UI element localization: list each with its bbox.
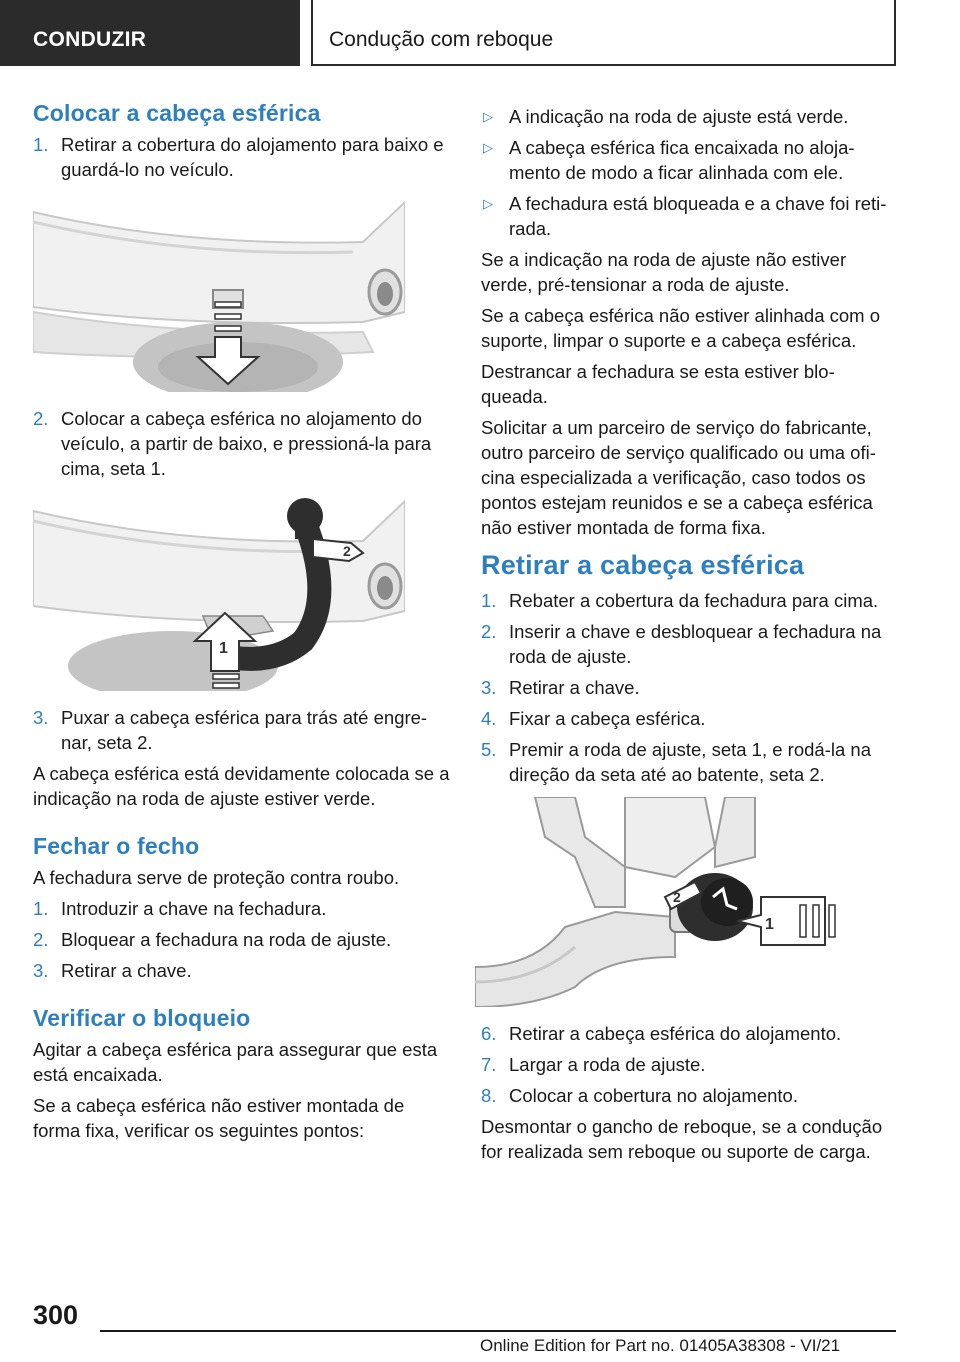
arrow-label-1: 1 bbox=[219, 640, 228, 657]
step-item bbox=[481, 1052, 901, 1077]
illustration-adjusting-wheel bbox=[475, 797, 847, 1007]
bullet-item bbox=[481, 191, 901, 241]
illustration-rear-bumper bbox=[33, 192, 405, 392]
paragraph: Se a cabeça esférica não estiver alinhada com o suporte, limpar o suporte e a cabeça esférica. bbox=[481, 305, 881, 351]
paragraph: Destrancar a fechadura se esta estiver blo-queada. bbox=[481, 361, 835, 407]
bullet-text: A indicação na roda de ajuste está verde. bbox=[509, 106, 849, 127]
heading-remove-ball: Retirar a cabeça esférica bbox=[481, 550, 805, 580]
chapter-title: Condução com reboque bbox=[311, 0, 896, 66]
paragraph: Se a indicação na roda de ajuste não estiver verde, pré-tensionar a roda de ajuste. bbox=[481, 249, 847, 295]
left-column bbox=[33, 98, 451, 1149]
step-text: Colocar a cobertura no alojamento. bbox=[509, 1085, 798, 1106]
triangle-bullet-icon: ▷ bbox=[483, 196, 493, 211]
figure-insert-ball bbox=[33, 491, 405, 691]
page-header bbox=[0, 0, 960, 66]
step-text: Premir a roda de ajuste, seta 1, e rodá-la na direção da seta até ao batente, seta 2. bbox=[509, 739, 871, 785]
step-item bbox=[481, 619, 901, 669]
triangle-bullet-icon: ▷ bbox=[483, 109, 493, 124]
step-item bbox=[33, 132, 451, 182]
step-number: 3. bbox=[33, 707, 49, 728]
step-number: 3. bbox=[33, 960, 49, 981]
figure-adjusting-wheel bbox=[475, 797, 847, 1007]
illustration-insert-ball-head bbox=[33, 491, 405, 691]
step-number: 4. bbox=[481, 708, 497, 729]
arrow-label-2: 2 bbox=[673, 889, 681, 905]
step-text: Fixar a cabeça esférica. bbox=[509, 708, 706, 729]
step-text: Largar a roda de ajuste. bbox=[509, 1054, 706, 1075]
paragraph: Solicitar a um parceiro de serviço do fabricante, outro parceiro de serviço qualificado ou uma ofi-cina especializada a verificação, caso todos os pontos estejam reunidos e se a cabeça esférica não estiver montada de forma fixa. bbox=[481, 417, 876, 538]
section-tab[interactable]: CONDUZIR bbox=[0, 0, 300, 66]
step-number: 2. bbox=[33, 929, 49, 950]
step-text: Retirar a cabeça esférica do alojamento. bbox=[509, 1023, 842, 1044]
step-text: Retirar a cobertura do alojamento para baixo e guardá-lo no veículo. bbox=[61, 134, 444, 180]
step-number: 1. bbox=[33, 134, 49, 155]
page-number: 300 bbox=[33, 1300, 79, 1330]
heading-check-lock: Verificar o bloqueio bbox=[33, 1005, 251, 1031]
step-item bbox=[481, 1021, 901, 1046]
step-item bbox=[33, 927, 451, 952]
step-item bbox=[481, 588, 901, 613]
step-text: Introduzir a chave na fechadura. bbox=[61, 898, 327, 919]
step-item bbox=[33, 896, 451, 921]
step-item bbox=[33, 406, 451, 481]
step-number: 6. bbox=[481, 1023, 497, 1044]
step-number: 3. bbox=[481, 677, 497, 698]
paragraph: Se a cabeça esférica não estiver montada de forma fixa, verificar os seguintes pontos: bbox=[33, 1095, 405, 1141]
step-number: 1. bbox=[33, 898, 49, 919]
paragraph: A cabeça esférica está devidamente colocada se a indicação na roda de ajuste estiver verde. bbox=[33, 763, 450, 809]
paragraph: A fechadura serve de proteção contra roubo. bbox=[33, 867, 400, 888]
paragraph: Desmontar o gancho de reboque, se a condução for realizada sem reboque ou suporte de carga. bbox=[481, 1116, 883, 1162]
step-number: 5. bbox=[481, 739, 497, 760]
step-text: Retirar a chave. bbox=[509, 677, 640, 698]
step-item bbox=[481, 737, 901, 787]
step-item bbox=[481, 706, 901, 731]
step-text: Bloquear a fechadura na roda de ajuste. bbox=[61, 929, 392, 950]
step-text: Retirar a chave. bbox=[61, 960, 192, 981]
step-number: 8. bbox=[481, 1085, 497, 1106]
step-item bbox=[33, 958, 451, 983]
arrow-label-1: 1 bbox=[765, 916, 774, 933]
triangle-bullet-icon: ▷ bbox=[483, 140, 493, 155]
bullet-item bbox=[481, 104, 901, 129]
step-item bbox=[481, 675, 901, 700]
step-number: 2. bbox=[481, 621, 497, 642]
step-item bbox=[481, 1083, 901, 1108]
bullet-item bbox=[481, 135, 901, 185]
heading-lock: Fechar o fecho bbox=[33, 833, 200, 859]
arrow-label-2: 2 bbox=[343, 543, 351, 559]
step-number: 2. bbox=[33, 408, 49, 429]
step-text: Colocar a cabeça esférica no alojamento do veículo, a partir de baixo, e pressioná-la para cima, seta 1. bbox=[61, 408, 432, 479]
heading-attach-ball: Colocar a cabeça esférica bbox=[33, 100, 321, 126]
step-text: Inserir a chave e desbloquear a fechadura na roda de ajuste. bbox=[509, 621, 882, 667]
edition-note: Online Edition for Part no. 01405A38308 - VI/21 bbox=[480, 1336, 841, 1355]
footer-divider bbox=[100, 1330, 896, 1332]
step-text: Rebater a cobertura da fechadura para cima. bbox=[509, 590, 879, 611]
step-text: Puxar a cabeça esférica para trás até engre-nar, seta 2. bbox=[61, 707, 428, 753]
bullet-text: A cabeça esférica fica encaixada no aloja-mento de modo a ficar alinhada com ele. bbox=[509, 137, 855, 183]
bullet-text: A fechadura está bloqueada e a chave foi reti-rada. bbox=[509, 193, 887, 239]
step-item bbox=[33, 705, 451, 755]
figure-remove-cover bbox=[33, 192, 405, 392]
step-number: 1. bbox=[481, 590, 497, 611]
right-column bbox=[481, 104, 901, 1170]
paragraph: Agitar a cabeça esférica para assegurar que esta está encaixada. bbox=[33, 1039, 438, 1085]
step-number: 7. bbox=[481, 1054, 497, 1075]
